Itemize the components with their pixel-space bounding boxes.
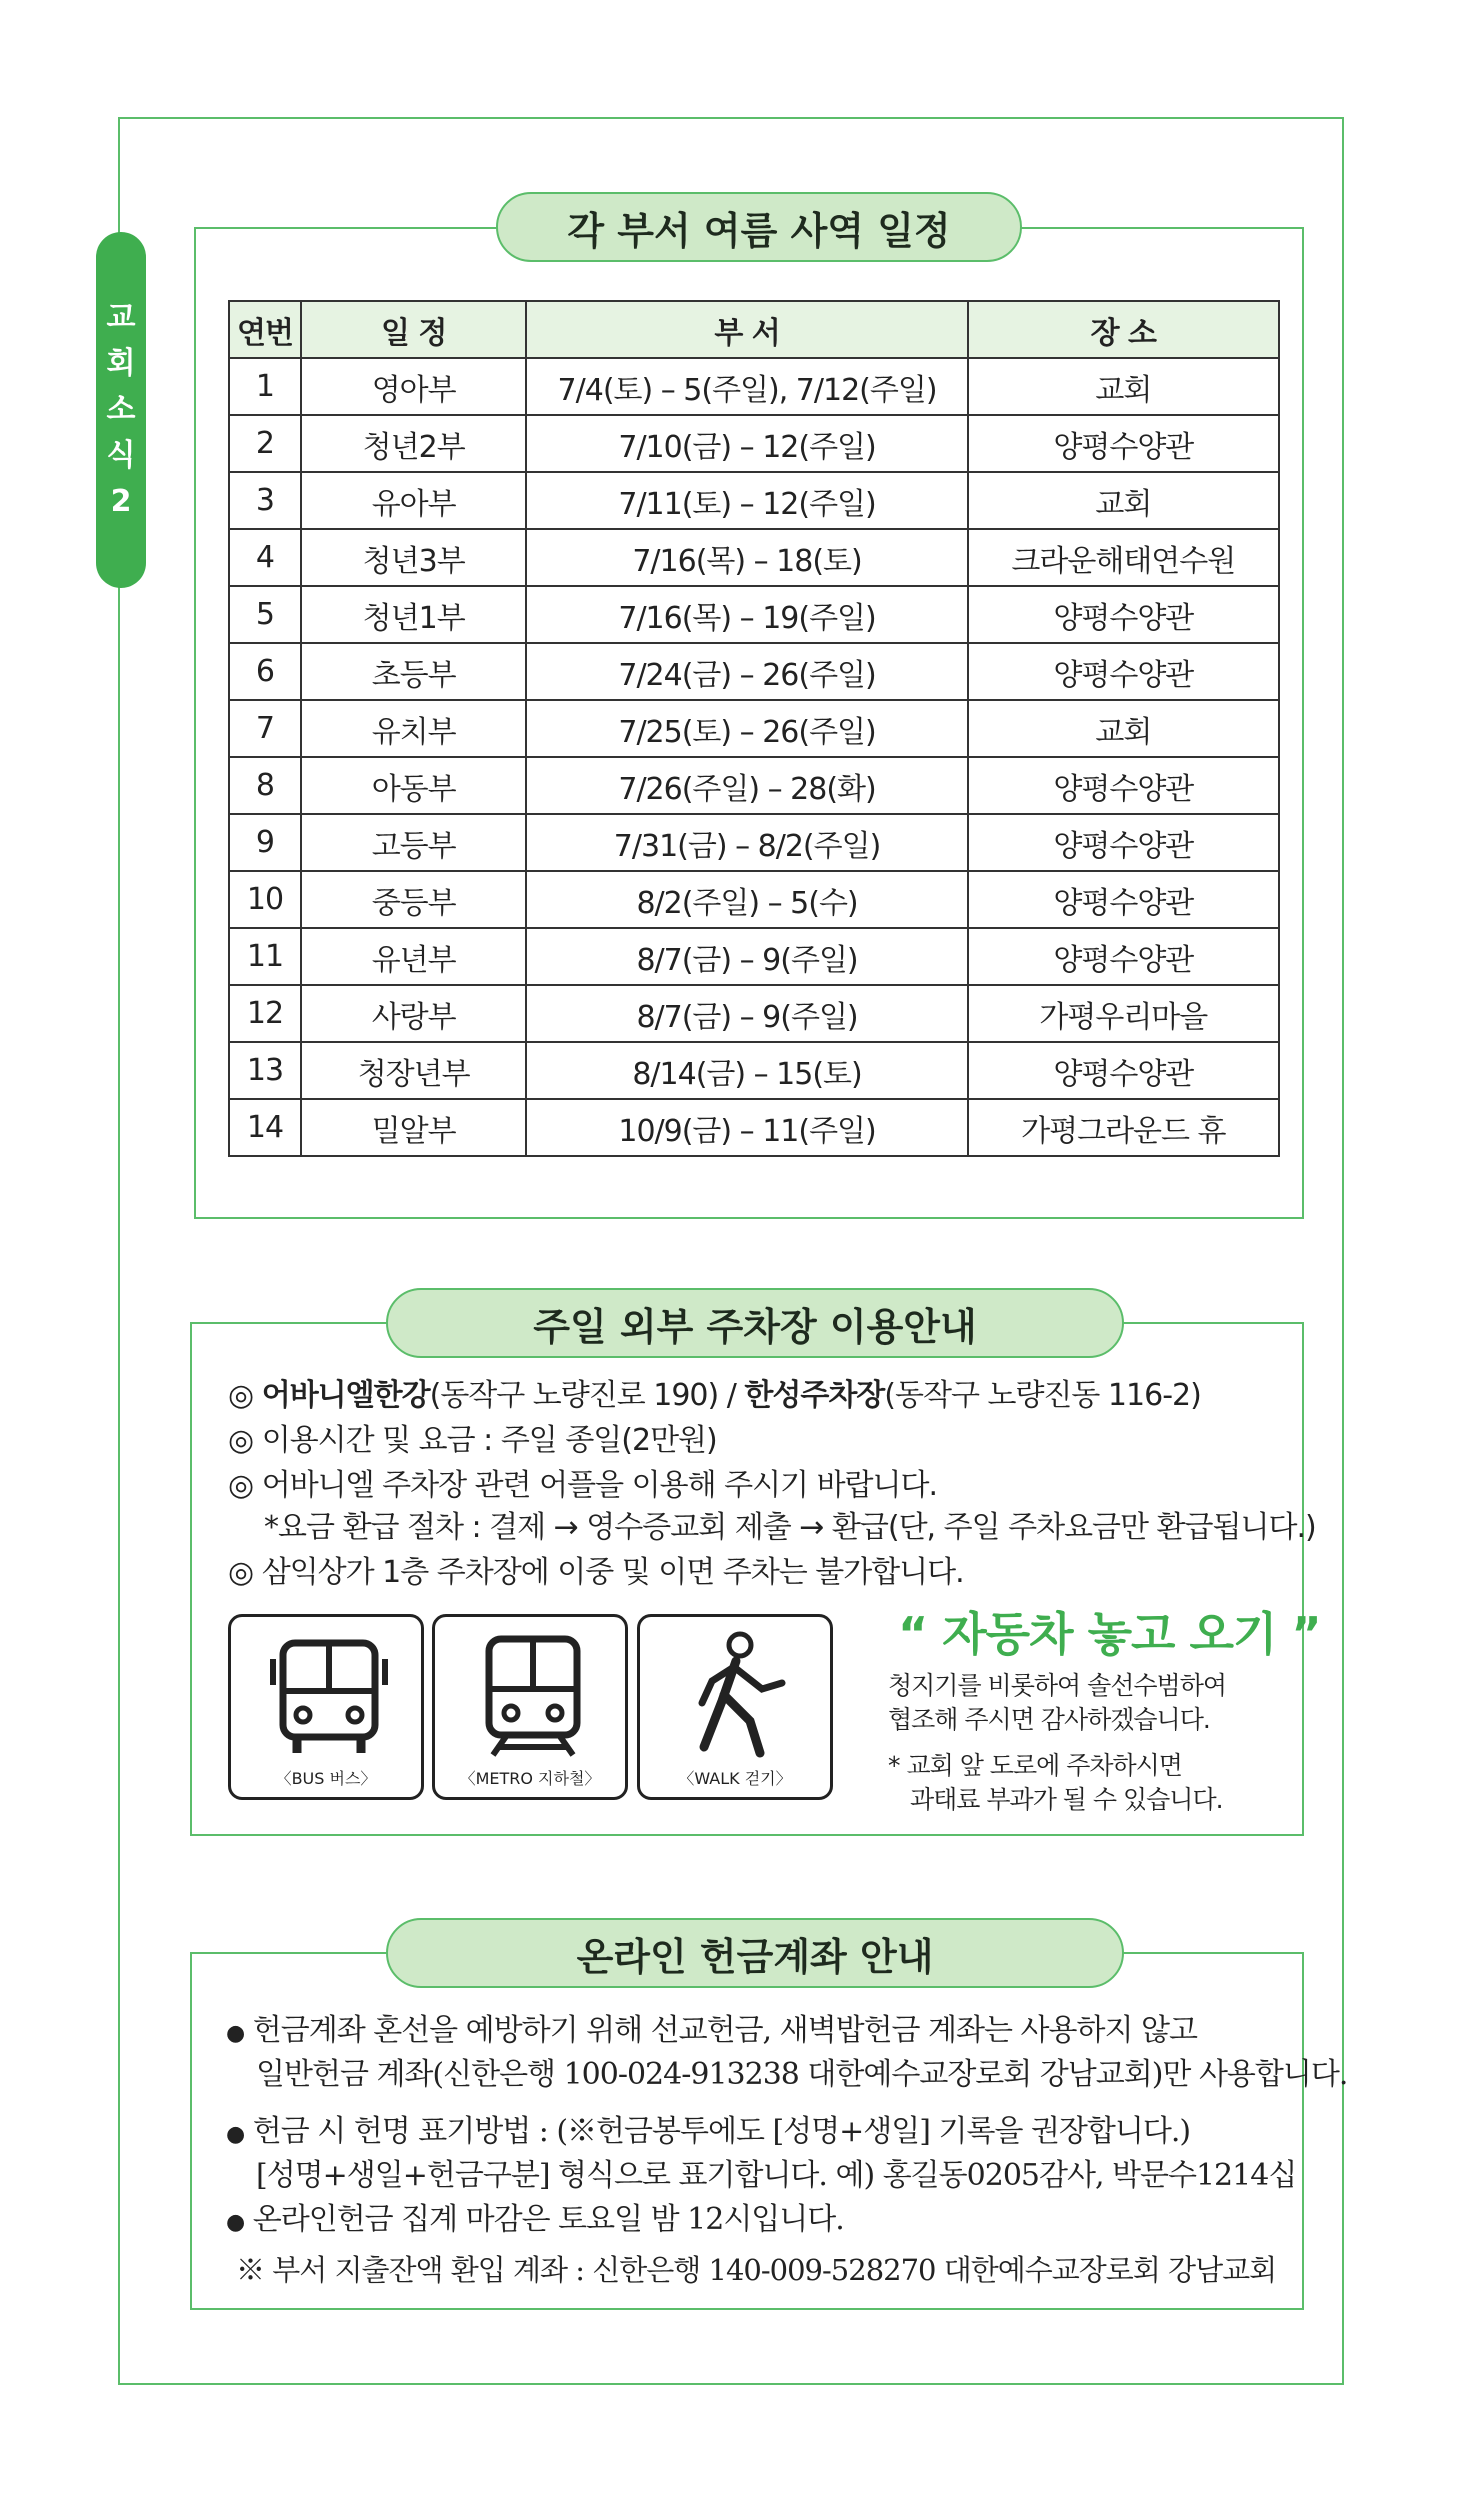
parking-line-4: *요금 환급 절차 : 결제 → 영수증교회 제출 → 환급(단, 주일 주차요금만 환급됩니다.): [264, 1510, 1316, 1545]
header-date: 부 서: [526, 301, 967, 358]
row-no: 8: [229, 757, 301, 814]
row-date: 7/16(목) – 19(주일): [526, 586, 967, 643]
offering-text-3: 온라인헌금 집계 마감은 토요일 밤 12시입니다.: [252, 2202, 844, 2237]
row-dept: 청년3부: [301, 529, 527, 586]
table-row: [229, 814, 1279, 871]
bus-icon: [269, 1629, 389, 1759]
table-row: [229, 700, 1279, 757]
table-row: [229, 358, 1279, 415]
row-dept: 중등부: [301, 871, 527, 928]
row-place: 가평우리마을: [968, 985, 1279, 1042]
bus-caption: 〈BUS 버스〉: [275, 1769, 377, 1788]
row-date: 7/10(금) – 12(주일): [526, 415, 967, 472]
row-dept: 밀알부: [301, 1099, 527, 1156]
table-header-row: [229, 301, 1279, 358]
table-row: [229, 586, 1279, 643]
row-place: 크라운해태연수원: [968, 529, 1279, 586]
row-dept: 사랑부: [301, 985, 527, 1042]
row-dept: 청장년부: [301, 1042, 527, 1099]
row-no: 1: [229, 358, 301, 415]
header-no: 연번: [229, 301, 301, 358]
row-place: 양평수양관: [968, 586, 1279, 643]
row-place: 양평수양관: [968, 871, 1279, 928]
table-row: [229, 529, 1279, 586]
tab-char: 교: [106, 300, 136, 335]
bullet-icon: ●: [226, 2210, 245, 2235]
table-row: [229, 415, 1279, 472]
row-place: 양평수양관: [968, 643, 1279, 700]
offering-bullet-1: [226, 2005, 1197, 2049]
row-date: 8/7(금) – 9(주일): [526, 928, 967, 985]
parking-line-3: ◎ 어바니엘 주차장 관련 어플을 이용해 주시기 바랍니다.: [228, 1468, 938, 1503]
row-date: 7/24(금) – 26(주일): [526, 643, 967, 700]
row-place: 가평그라운드 휴: [968, 1099, 1279, 1156]
walk-icon: [678, 1629, 798, 1759]
row-no: 3: [229, 472, 301, 529]
parking-address-1: (동작구 노량진로 190) /: [429, 1378, 745, 1413]
offering-text-1a: 헌금계좌 혼선을 예방하기 위해 선교헌금, 새벽밥헌금 계좌는 사용하지 않고: [252, 2013, 1197, 2048]
walk-card: [637, 1614, 833, 1800]
bullet-icon: ●: [226, 2122, 245, 2147]
parking-line-1: [228, 1370, 1201, 1414]
table-row: [229, 985, 1279, 1042]
table-row: [229, 643, 1279, 700]
metro-caption: 〈METRO 지하철〉: [459, 1769, 601, 1788]
row-no: 5: [229, 586, 301, 643]
offering-text-1b: 일반헌금 계좌(신한은행 100-024-913238 대한예수교장로회 강남교회)만 사용합니다.: [256, 2057, 1348, 2092]
slogan-note-2: 과태료 부과가 될 수 있습니다.: [910, 1785, 1223, 1814]
row-date: 7/25(토) – 26(주일): [526, 700, 967, 757]
tab-char: 회: [106, 346, 136, 381]
row-no: 13: [229, 1042, 301, 1099]
row-no: 6: [229, 643, 301, 700]
parking-name-1: 어바니엘한강: [261, 1378, 430, 1413]
metro-icon: [473, 1629, 593, 1759]
tab-char: 소: [106, 392, 136, 427]
slogan-text-1: 청지기를 비롯하여 솔선수범하여: [888, 1671, 1226, 1700]
row-place: 교회: [968, 472, 1279, 529]
row-dept: 청년1부: [301, 586, 527, 643]
parking-address-2: (동작구 노량진동 116-2): [884, 1378, 1201, 1413]
offering-text-2a: 헌금 시 헌명 표기방법 : (※헌금봉투에도 [성명+생일] 기록을 권장합니다.): [252, 2114, 1191, 2149]
row-place: 양평수양관: [968, 928, 1279, 985]
metro-card: [432, 1614, 628, 1800]
offering-bullet-3: [226, 2194, 844, 2238]
row-dept: 초등부: [301, 643, 527, 700]
schedule-table: [228, 300, 1280, 1157]
row-dept: 유아부: [301, 472, 527, 529]
row-date: 7/26(주일) – 28(화): [526, 757, 967, 814]
row-no: 10: [229, 871, 301, 928]
walk-caption: 〈WALK 걷기〉: [678, 1769, 792, 1788]
tab-char: 2: [110, 484, 132, 519]
table-row: [229, 928, 1279, 985]
table-row: [229, 757, 1279, 814]
row-date: 7/31(금) – 8/2(주일): [526, 814, 967, 871]
row-dept: 유년부: [301, 928, 527, 985]
row-no: 14: [229, 1099, 301, 1156]
row-no: 9: [229, 814, 301, 871]
offering-note: ※ 부서 지출잔액 환입 계좌 : 신한은행 140-009-528270 대한예수교장로회 강남교회: [236, 2253, 1277, 2287]
row-place: 양평수양관: [968, 757, 1279, 814]
slogan-title: “ 자동차 놓고 오기 ”: [898, 1607, 1321, 1661]
row-no: 4: [229, 529, 301, 586]
table-row: [229, 1042, 1279, 1099]
mark: ◎: [228, 1378, 262, 1413]
row-place: 양평수양관: [968, 814, 1279, 871]
header-place: 장 소: [968, 301, 1279, 358]
slogan-note-1: * 교회 앞 도로에 주차하시면: [888, 1751, 1182, 1780]
schedule-title: 각 부서 여름 사역 일정: [496, 192, 1022, 262]
row-date: 7/4(토) – 5(주일), 7/12(주일): [526, 358, 967, 415]
parking-line-5: ◎ 삼익상가 1층 주차장에 이중 및 이면 주차는 불가합니다.: [228, 1555, 964, 1590]
section-tab: [96, 232, 146, 588]
parking-title: 주일 외부 주차장 이용안내: [386, 1288, 1124, 1358]
row-place: 교회: [968, 358, 1279, 415]
row-dept: 유치부: [301, 700, 527, 757]
row-dept: 영아부: [301, 358, 527, 415]
parking-name-2: 한성주차장: [744, 1378, 885, 1413]
row-no: 7: [229, 700, 301, 757]
offering-title: 온라인 헌금계좌 안내: [386, 1918, 1124, 1988]
row-no: 12: [229, 985, 301, 1042]
row-dept: 아동부: [301, 757, 527, 814]
row-dept: 청년2부: [301, 415, 527, 472]
row-date: 10/9(금) – 11(주일): [526, 1099, 967, 1156]
table-row: [229, 1099, 1279, 1156]
row-place: 양평수양관: [968, 415, 1279, 472]
bullet-icon: ●: [226, 2021, 245, 2046]
row-date: 8/7(금) – 9(주일): [526, 985, 967, 1042]
tab-char: 식: [106, 438, 136, 473]
row-place: 교회: [968, 700, 1279, 757]
row-date: 7/16(목) – 18(토): [526, 529, 967, 586]
row-date: 8/14(금) – 15(토): [526, 1042, 967, 1099]
slogan-text-2: 협조해 주시면 감사하겠습니다.: [888, 1705, 1210, 1734]
row-date: 8/2(주일) – 5(수): [526, 871, 967, 928]
parking-line-2: ◎ 이용시간 및 요금 : 주일 종일(2만원): [228, 1423, 717, 1458]
offering-bullet-2: [226, 2106, 1190, 2150]
bus-card: [228, 1614, 424, 1800]
row-no: 2: [229, 415, 301, 472]
offering-text-2b: [성명+생일+헌금구분] 형식으로 표기합니다. 예) 홍길동0205감사, 박문수1214십: [256, 2158, 1297, 2193]
table-row: [229, 871, 1279, 928]
table-row: [229, 472, 1279, 529]
row-no: 11: [229, 928, 301, 985]
row-date: 7/11(토) – 12(주일): [526, 472, 967, 529]
header-dept: 일 정: [301, 301, 527, 358]
row-place: 양평수양관: [968, 1042, 1279, 1099]
row-dept: 고등부: [301, 814, 527, 871]
